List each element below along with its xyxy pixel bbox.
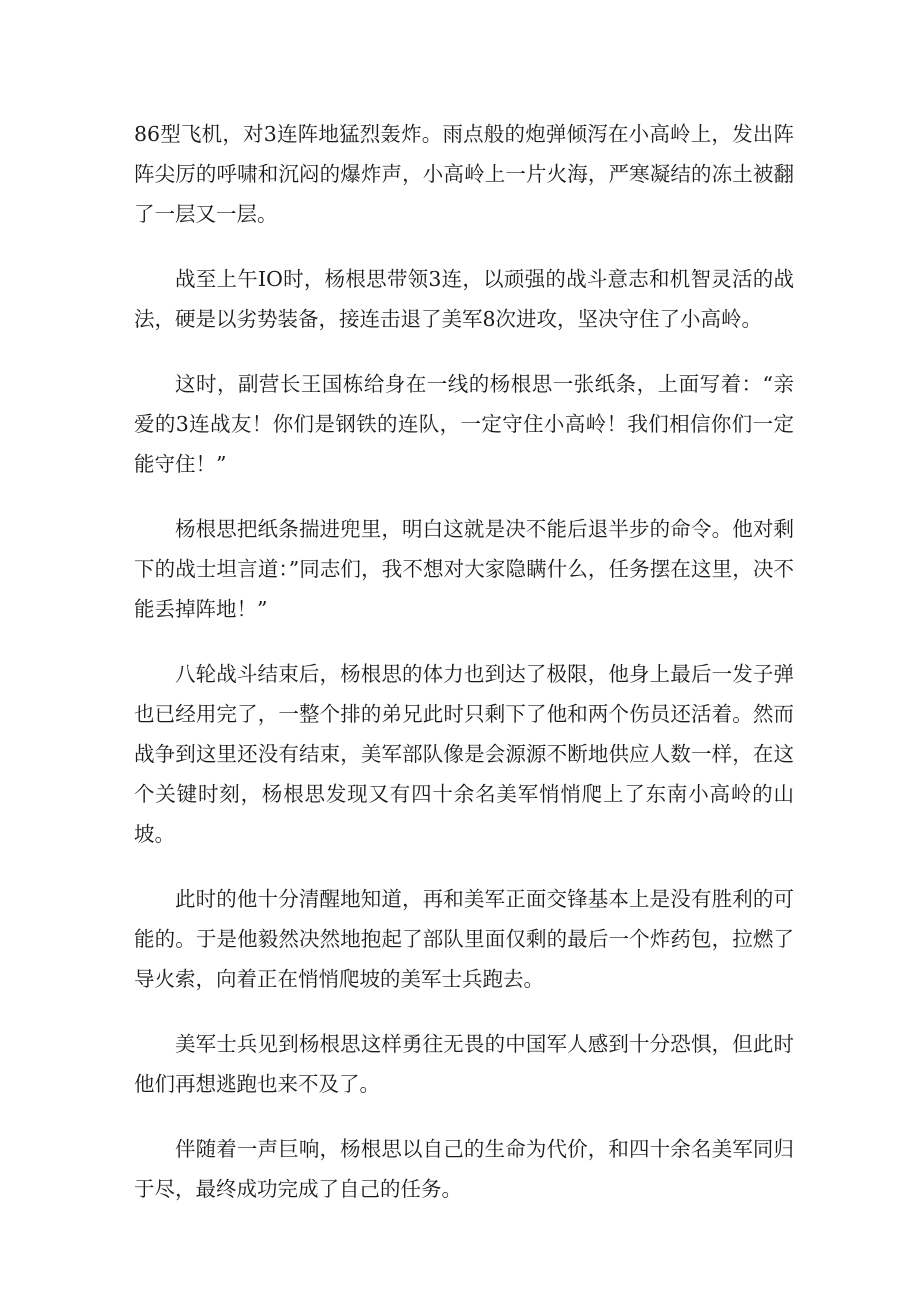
document-body [134, 114, 794, 1234]
paragraph-6: 此时的他十分清醒地知道，再和美军正面交锋基本上是没有胜利的可能的。于是他毅然决然地抱起了部队里面仅剩的最后一个炸药包，拉燃了导火索，向着正在悄悄爬坡的美军士兵跑去。 [134, 887, 794, 991]
paragraph-5: 八轮战斗结束后，杨根思的体力也到达了极限，他身上最后一发子弹也已经用完了，一整个排的弟兄此时只剩下了他和两个伤员还活着。然而战争到这里还没有结束，美军部队像是会源源不断地供应人数一样，在这个关键时刻，杨根思发现又有四十余名美军悄悄爬上了东南小高岭的山坡。 [134, 662, 794, 846]
paragraph-1: 86型飞机，对3连阵地猛烈轰炸。雨点般的炮弹倾泻在小高岭上，发出阵阵尖厉的呼啸和沉闷的爆炸声，小高岭上一片火海，严寒凝结的冻土被翻了一层又一层。 [134, 122, 794, 226]
paragraph-2: 战至上午IO时，杨根思带领3连，以顽强的战斗意志和机智灵活的战法，硬是以劣势装备，接连击退了美军8次进攻，坚决守住了小高岭。 [134, 267, 794, 331]
paragraph-7: 美军士兵见到杨根思这样勇往无畏的中国军人感到十分恐惧，但此时他们再想逃跑也来不及了。 [134, 1032, 794, 1096]
paragraph-8: 伴随着一声巨响，杨根思以自己的生命为代价，和四十余名美军同归于尽，最终成功完成了自己的任务。 [134, 1137, 794, 1201]
paragraph-4: 杨根思把纸条揣进兜里，明白这就是决不能后退半步的命令。他对剩下的战士坦言道：”同志们，我不想对大家隐瞒什么，任务摆在这里，决不能丢掉阵地！” [134, 517, 794, 621]
paragraph-3: 这时，副营长王国栋给身在一线的杨根思一张纸条，上面写着：“亲爱的3连战友！你们是钢铁的连队，一定守住小高岭！我们相信你们一定能守住！” [134, 372, 794, 476]
